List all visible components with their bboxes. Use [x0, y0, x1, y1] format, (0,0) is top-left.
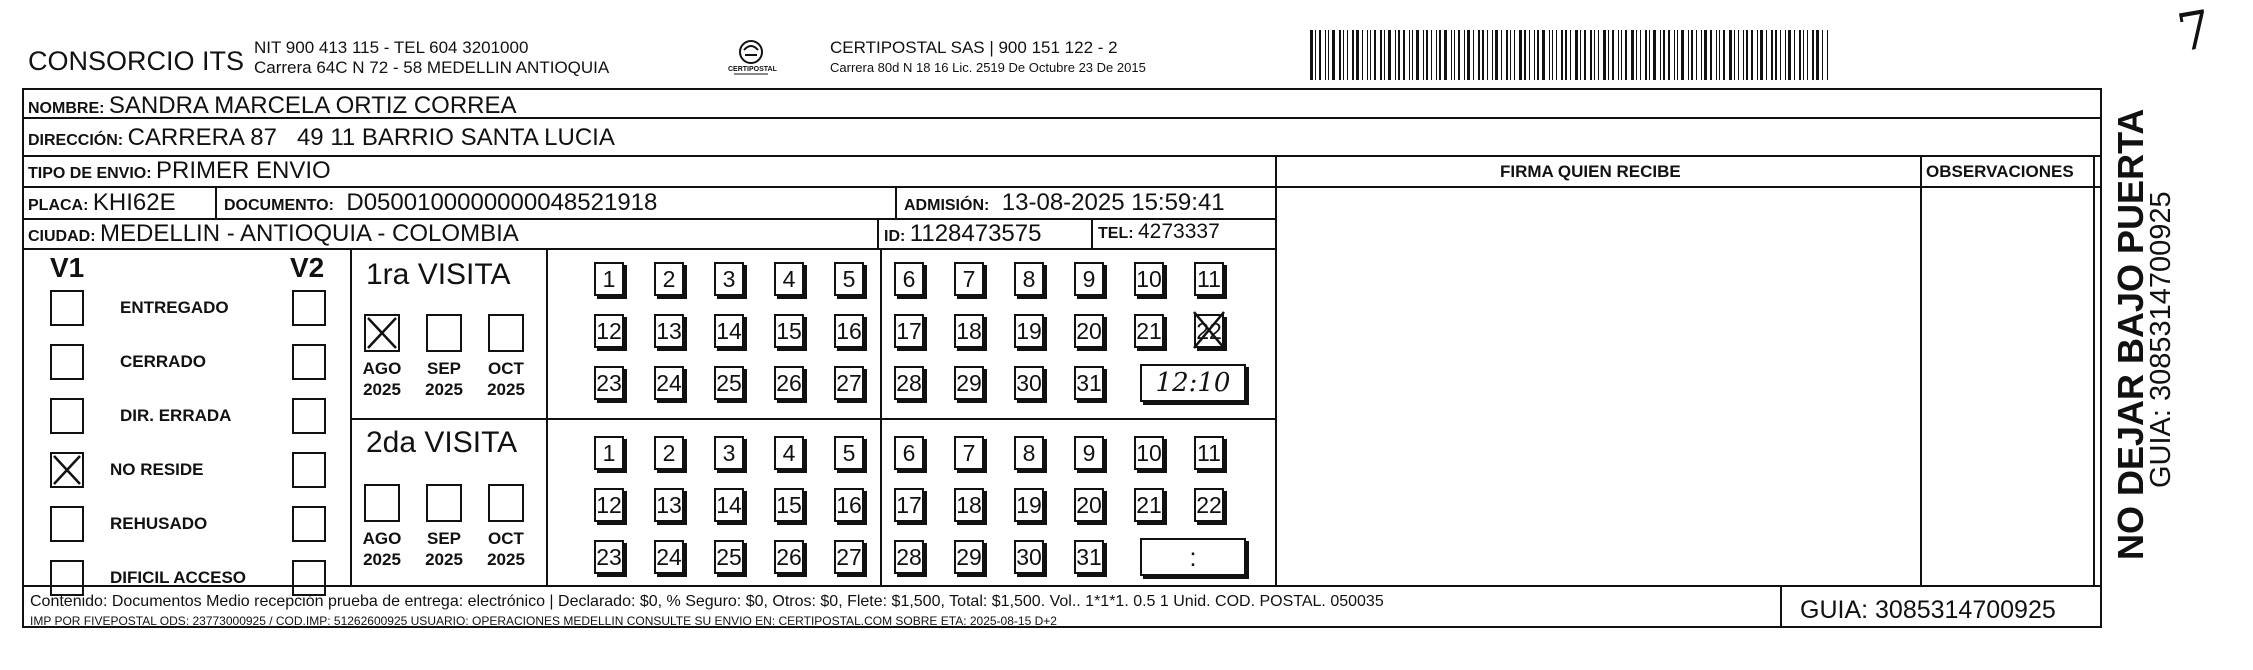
status-v2-checkbox[interactable]: [292, 398, 326, 434]
barcode-bar: [1704, 30, 1707, 80]
side-guia: GUIA: 3085314700925: [2145, 191, 2177, 488]
barcode-bar: [1780, 30, 1781, 80]
year-label: 2025: [363, 380, 401, 399]
day-box[interactable]: 7: [954, 436, 984, 470]
day-box[interactable]: 5: [834, 262, 864, 296]
day-box[interactable]: 30: [1014, 366, 1044, 400]
month-checkbox[interactable]: [364, 484, 400, 522]
rule: [895, 186, 897, 218]
barcode-bar: [1766, 30, 1767, 80]
barcode-bar: [1816, 30, 1819, 80]
day-box[interactable]: 26: [774, 366, 804, 400]
v2-header: V2: [290, 252, 325, 283]
day-box[interactable]: 20: [1074, 488, 1104, 522]
rule: [22, 585, 2102, 587]
year-label: 2025: [425, 550, 463, 569]
city-row: [28, 220, 519, 248]
status-v2-checkbox[interactable]: [292, 560, 326, 596]
company-line-2: Carrera 64C N 72 - 58 MEDELLIN ANTIOQUIA: [254, 58, 610, 77]
rule: [215, 186, 217, 218]
barcode-bar: [1751, 30, 1753, 80]
day-box[interactable]: 15: [774, 314, 804, 348]
send-type: PRIMER ENVIO: [156, 157, 331, 184]
status-v2-checkbox[interactable]: [292, 506, 326, 542]
time-box[interactable]: 12:10: [1140, 364, 1246, 402]
barcode-bar: [1374, 30, 1376, 80]
barcode-bar: [1529, 30, 1530, 80]
status-label: NO RESIDE: [110, 460, 204, 479]
day-box[interactable]: 4: [774, 262, 804, 296]
time-box[interactable]: :: [1140, 538, 1246, 576]
barcode-bar: [1537, 30, 1539, 80]
rule: [877, 218, 879, 248]
certipostal-logo-icon: [728, 36, 777, 84]
barcode-bar: [1332, 30, 1335, 80]
barcode-bar: [1594, 30, 1595, 80]
month-label: AGO: [362, 359, 402, 378]
month-label: OCT: [488, 359, 524, 378]
barcode-bar: [1388, 30, 1391, 80]
x-mark-icon: [366, 316, 398, 350]
status-label: DIR. ERRADA: [120, 406, 232, 425]
barcode-bar: [1325, 30, 1326, 80]
barcode-bar: [1812, 30, 1814, 80]
barcode-bar: [1423, 30, 1424, 80]
day-box[interactable]: 8: [1014, 262, 1044, 296]
barcode-bar: [1416, 30, 1419, 80]
plate-row: [28, 189, 176, 217]
barcode-bar: [1495, 30, 1498, 80]
barcode-bar: [1580, 30, 1581, 80]
barcode-bar: [1799, 30, 1801, 80]
barcode-bar: [1746, 30, 1748, 80]
barcode-bar: [1575, 30, 1578, 80]
day-box[interactable]: 3: [714, 436, 744, 470]
status-v1-checkbox[interactable]: [50, 398, 84, 434]
day-box[interactable]: 29: [954, 540, 984, 574]
barcode-bar: [1439, 30, 1441, 80]
observations-header: OBSERVACIONES: [1926, 162, 2074, 181]
status-v1-checkbox[interactable]: [50, 506, 84, 542]
signature-header: FIRMA QUIEN RECIBE: [1500, 162, 1681, 181]
barcode-bar: [1380, 30, 1382, 80]
day-box[interactable]: 6: [894, 262, 924, 296]
barcode-bar: [1757, 30, 1758, 80]
address-row: [28, 124, 615, 152]
day-box[interactable]: 10: [1134, 262, 1164, 296]
barcode-bar: [1621, 30, 1622, 80]
barcode-bar: [1743, 30, 1744, 80]
barcode-bar: [1723, 30, 1725, 80]
rule: [22, 248, 1275, 250]
status-v1-checkbox[interactable]: [50, 560, 84, 596]
day-box[interactable]: 19: [1014, 488, 1044, 522]
rule: [1780, 585, 1782, 628]
barcode-bar: [1315, 30, 1316, 80]
barcode-bar: [1785, 30, 1786, 80]
barcode-bar: [1771, 30, 1773, 80]
month-checkbox[interactable]: [426, 484, 462, 522]
barcode-bar: [1384, 30, 1385, 80]
barcode-bar: [1788, 30, 1791, 80]
barcode-bar: [1473, 30, 1474, 80]
day-box[interactable]: 23: [594, 540, 624, 574]
rule: [880, 248, 882, 585]
day-box[interactable]: 23: [594, 366, 624, 400]
day-box[interactable]: 27: [834, 366, 864, 400]
status-label: DIFICIL ACCESO: [110, 568, 247, 587]
month-checkbox[interactable]: [488, 484, 524, 522]
barcode-bar: [1608, 30, 1609, 80]
tel-label: TEL:: [1098, 225, 1134, 242]
day-box[interactable]: 29: [954, 366, 984, 400]
footer-guia: GUIA: 3085314700925: [1800, 596, 2056, 624]
barcode-bar: [1584, 30, 1586, 80]
day-box[interactable]: 18: [954, 314, 984, 348]
barcode-bar: [1501, 30, 1502, 80]
rule: [22, 155, 2102, 157]
plate-label: PLACA:: [28, 197, 89, 214]
status-label: REHUSADO: [110, 514, 208, 533]
barcode-bar: [1827, 30, 1828, 80]
status-v1-checkbox[interactable]: [50, 290, 84, 326]
day-box[interactable]: 28: [894, 540, 924, 574]
barcode-bar: [1649, 30, 1650, 80]
barcode-bar: [1524, 30, 1526, 80]
day-box[interactable]: 22: [1194, 488, 1224, 522]
day-box[interactable]: 31: [1074, 366, 1104, 400]
admission-row: [904, 189, 1225, 217]
barcode-bar: [1625, 30, 1627, 80]
month-checkbox[interactable]: [488, 314, 524, 352]
logo-text: CERTIPOSTAL: [728, 66, 777, 73]
observations-area[interactable]: [1923, 188, 2091, 584]
admission-label: ADMISIÓN:: [904, 197, 990, 214]
status-v2-checkbox[interactable]: [292, 344, 326, 380]
rule: [1091, 218, 1093, 248]
barcode-bar: [1660, 30, 1661, 80]
x-mark: [1192, 310, 1226, 350]
day-box[interactable]: 2: [654, 262, 684, 296]
day-box[interactable]: 31: [1074, 540, 1104, 574]
barcode-bar: [1598, 30, 1599, 80]
day-box[interactable]: 11: [1194, 436, 1224, 470]
corner-handwritten-mark: 7: [2173, 0, 2217, 65]
plate: KHI62E: [92, 189, 176, 216]
barcode-bar: [1590, 30, 1592, 80]
day-box[interactable]: 10: [1134, 436, 1164, 470]
side-warning: NO DEJAR BAJO PUERTA: [2110, 108, 2151, 560]
barcode-bar: [1451, 30, 1452, 80]
month-label: OCT: [488, 529, 524, 548]
barcode-bar: [1352, 30, 1354, 80]
rule: [1920, 155, 1922, 585]
barcode-bar: [1454, 30, 1455, 80]
x-mark-icon: [52, 454, 82, 486]
barcode-bar: [1716, 30, 1717, 80]
barcode-bar: [1478, 30, 1480, 80]
tel-number: 4273337: [1138, 220, 1220, 243]
day-box[interactable]: 1: [594, 262, 624, 296]
barcode-bar: [1631, 30, 1634, 80]
status-label: CERRADO: [120, 352, 206, 371]
day-box[interactable]: 30: [1014, 540, 1044, 574]
status-v2-checkbox[interactable]: [292, 290, 326, 326]
barcode-bar: [1367, 30, 1368, 80]
content-line: Contenido: Documentos Medio recepción prueba de entrega: electrónico | Declarado: $0, % Seguro: $0, Otros: $0, Flete: $1,500, Total: $1,500. Vol.. 1*1*1. 0.5 1 Unid. COD. POSTAL. 050035: [30, 593, 1384, 610]
barcode-bar: [1760, 30, 1763, 80]
day-box[interactable]: 4: [774, 436, 804, 470]
day-box[interactable]: 25: [714, 540, 744, 574]
rule: [350, 418, 1275, 420]
barcode-bar: [1534, 30, 1535, 80]
id-row: [884, 220, 1041, 248]
status-v2-checkbox[interactable]: [292, 452, 326, 488]
barcode-bar: [1519, 30, 1522, 80]
barcode-bar: [1636, 30, 1637, 80]
status-v1-checkbox[interactable]: [50, 452, 84, 488]
barcode-bar: [1506, 30, 1508, 80]
barcode: [1310, 30, 1840, 80]
barcode-bar: [1822, 30, 1823, 80]
barcode-bar: [1803, 30, 1804, 80]
barcode-bar: [1549, 30, 1550, 80]
document-row: [224, 189, 657, 217]
month-label: SEP: [426, 529, 462, 548]
day-box[interactable]: 8: [1014, 436, 1044, 470]
barcode-bar: [1409, 30, 1410, 80]
day-box[interactable]: 13: [654, 314, 684, 348]
barcode-bar: [1362, 30, 1363, 80]
barcode-bar: [1561, 30, 1563, 80]
recipient-address: CARRERA 87 49 11 BARRIO SANTA LUCIA: [127, 124, 615, 151]
barcode-bar: [1310, 30, 1313, 80]
month-label: AGO: [362, 529, 402, 548]
barcode-bar: [1487, 30, 1488, 80]
visit-2-title: 2da VISITA: [366, 426, 518, 459]
barcode-bar: [1738, 30, 1739, 80]
visit-1-title: 1ra VISITA: [366, 258, 511, 291]
barcode-bar: [1653, 30, 1656, 80]
barcode-bar: [1356, 30, 1359, 80]
barcode-bar: [1398, 30, 1400, 80]
day-box[interactable]: 19: [1014, 314, 1044, 348]
v1-header: V1: [50, 252, 85, 283]
carrier-line-1: CERTIPOSTAL SAS | 900 151 122 - 2: [830, 38, 1118, 57]
barcode-bar: [1339, 30, 1341, 80]
barcode-bar: [1674, 30, 1675, 80]
day-box[interactable]: 15: [774, 488, 804, 522]
day-box[interactable]: 22: [1194, 314, 1224, 348]
day-box[interactable]: 3: [714, 262, 744, 296]
barcode-bar: [1612, 30, 1614, 80]
document-number: D0500100000000048521918: [346, 189, 658, 216]
barcode-bar: [1552, 30, 1553, 80]
status-v1-checkbox[interactable]: [50, 344, 84, 380]
send-type-label: TIPO DE ENVIO:: [28, 165, 152, 182]
barcode-bar: [1458, 30, 1460, 80]
barcode-bar: [1328, 30, 1329, 80]
barcode-bar: [1794, 30, 1795, 80]
rule: [546, 248, 548, 585]
company-name: CONSORCIO ITS: [28, 46, 245, 76]
day-box[interactable]: 24: [654, 540, 684, 574]
name-row: [28, 92, 517, 120]
certipostal-logo: [728, 36, 777, 84]
barcode-bar: [1431, 30, 1432, 80]
barcode-bar: [1426, 30, 1428, 80]
admission-date: 13-08-2025 15:59:41: [1001, 189, 1225, 216]
barcode-bar: [1347, 30, 1348, 80]
send-type-row: [28, 157, 331, 185]
barcode-bar: [1542, 30, 1545, 80]
month-checkbox[interactable]: [364, 314, 400, 352]
barcode-bar: [1719, 30, 1720, 80]
barcode-bar: [1688, 30, 1689, 80]
signature-area[interactable]: [1278, 188, 1918, 584]
day-box[interactable]: 7: [954, 262, 984, 296]
company-line-1: NIT 900 413 115 - TEL 604 3201000: [254, 38, 529, 57]
barcode-bar: [1681, 30, 1684, 80]
barcode-bar: [1710, 30, 1712, 80]
barcode-bar: [1395, 30, 1396, 80]
barcode-bar: [1807, 30, 1808, 80]
year-label: 2025: [425, 380, 463, 399]
barcode-bar: [1319, 30, 1321, 80]
day-box[interactable]: 11: [1194, 262, 1224, 296]
day-box[interactable]: 12: [594, 488, 624, 522]
year-label: 2025: [487, 550, 525, 569]
barcode-bar: [1565, 30, 1567, 80]
day-box[interactable]: 26: [774, 540, 804, 574]
day-box[interactable]: 28: [894, 366, 924, 400]
month-label: SEP: [426, 359, 462, 378]
day-box[interactable]: 13: [654, 488, 684, 522]
barcode-bar: [1603, 30, 1606, 80]
barcode-bar: [1403, 30, 1405, 80]
city-label: CIUDAD:: [28, 228, 96, 245]
barcode-bar: [1370, 30, 1371, 80]
barcode-bar: [1467, 30, 1470, 80]
tel-row: [1098, 220, 1220, 244]
day-box[interactable]: 9: [1074, 262, 1104, 296]
imp-line: IMP POR FIVEPOSTAL ODS: 23773000925 / COD.IMP: 51262600925 USUARIO: OPERACIONES MEDELLIN CONSULTE SU ENVIO EN: CERTIPOSTAL.COM SOBRE ETA: 2025-08-15 D+2: [30, 614, 1057, 628]
day-box[interactable]: 6: [894, 436, 924, 470]
day-box[interactable]: 16: [834, 488, 864, 522]
document-label: DOCUMENTO:: [224, 197, 334, 214]
barcode-bar: [1570, 30, 1571, 80]
year-label: 2025: [363, 550, 401, 569]
city: MEDELLIN - ANTIOQUIA - COLOMBIA: [100, 220, 519, 247]
day-box[interactable]: 17: [894, 314, 924, 348]
barcode-bar: [1464, 30, 1465, 80]
carrier-line-2: Carrera 80d N 18 16 Lic. 2519 De Octubre 23 De 2015: [830, 60, 1146, 75]
barcode-bar: [1734, 30, 1735, 80]
barcode-bar: [1436, 30, 1437, 80]
day-box[interactable]: 25: [714, 366, 744, 400]
day-box[interactable]: 1: [594, 436, 624, 470]
barcode-bar: [1640, 30, 1641, 80]
rule: [1275, 155, 1277, 585]
barcode-bar: [1691, 30, 1693, 80]
barcode-bar: [1510, 30, 1511, 80]
recipient-name: SANDRA MARCELA ORTIZ CORREA: [108, 92, 517, 119]
x-mark-icon: [1192, 310, 1226, 350]
barcode-bar: [1482, 30, 1484, 80]
day-box[interactable]: 12: [594, 314, 624, 348]
barcode-bar: [1696, 30, 1697, 80]
day-box[interactable]: 20: [1074, 314, 1104, 348]
day-box[interactable]: 16: [834, 314, 864, 348]
barcode-bar: [1618, 30, 1619, 80]
barcode-bar: [1701, 30, 1702, 80]
year-label: 2025: [487, 380, 525, 399]
barcode-bar: [1492, 30, 1493, 80]
barcode-bar: [1556, 30, 1557, 80]
day-box[interactable]: 21: [1134, 488, 1164, 522]
address-label: DIRECCIÓN:: [28, 132, 124, 149]
barcode-bar: [1775, 30, 1777, 80]
day-box[interactable]: 9: [1074, 436, 1104, 470]
barcode-bar: [1668, 30, 1670, 80]
id-label: ID:: [884, 228, 906, 245]
barcode-bar: [1645, 30, 1647, 80]
barcode-bar: [1412, 30, 1413, 80]
name-label: NOMBRE:: [28, 100, 105, 117]
barcode-bar: [1663, 30, 1665, 80]
day-box[interactable]: 21: [1134, 314, 1164, 348]
day-box[interactable]: 27: [834, 540, 864, 574]
day-box[interactable]: 24: [654, 366, 684, 400]
month-checkbox[interactable]: [426, 314, 462, 352]
status-label: ENTREGADO: [120, 298, 229, 317]
barcode-bar: [1343, 30, 1344, 80]
barcode-bar: [1444, 30, 1447, 80]
day-box[interactable]: 14: [714, 314, 744, 348]
day-box[interactable]: 5: [834, 436, 864, 470]
day-box[interactable]: 18: [954, 488, 984, 522]
id-number: 1128473575: [909, 220, 1042, 247]
barcode-bar: [1729, 30, 1732, 80]
rule: [2093, 155, 2095, 585]
day-box[interactable]: 17: [894, 488, 924, 522]
day-box[interactable]: 14: [714, 488, 744, 522]
barcode-bar: [1514, 30, 1515, 80]
barcode-bar: [1677, 30, 1678, 80]
day-box[interactable]: 2: [654, 436, 684, 470]
